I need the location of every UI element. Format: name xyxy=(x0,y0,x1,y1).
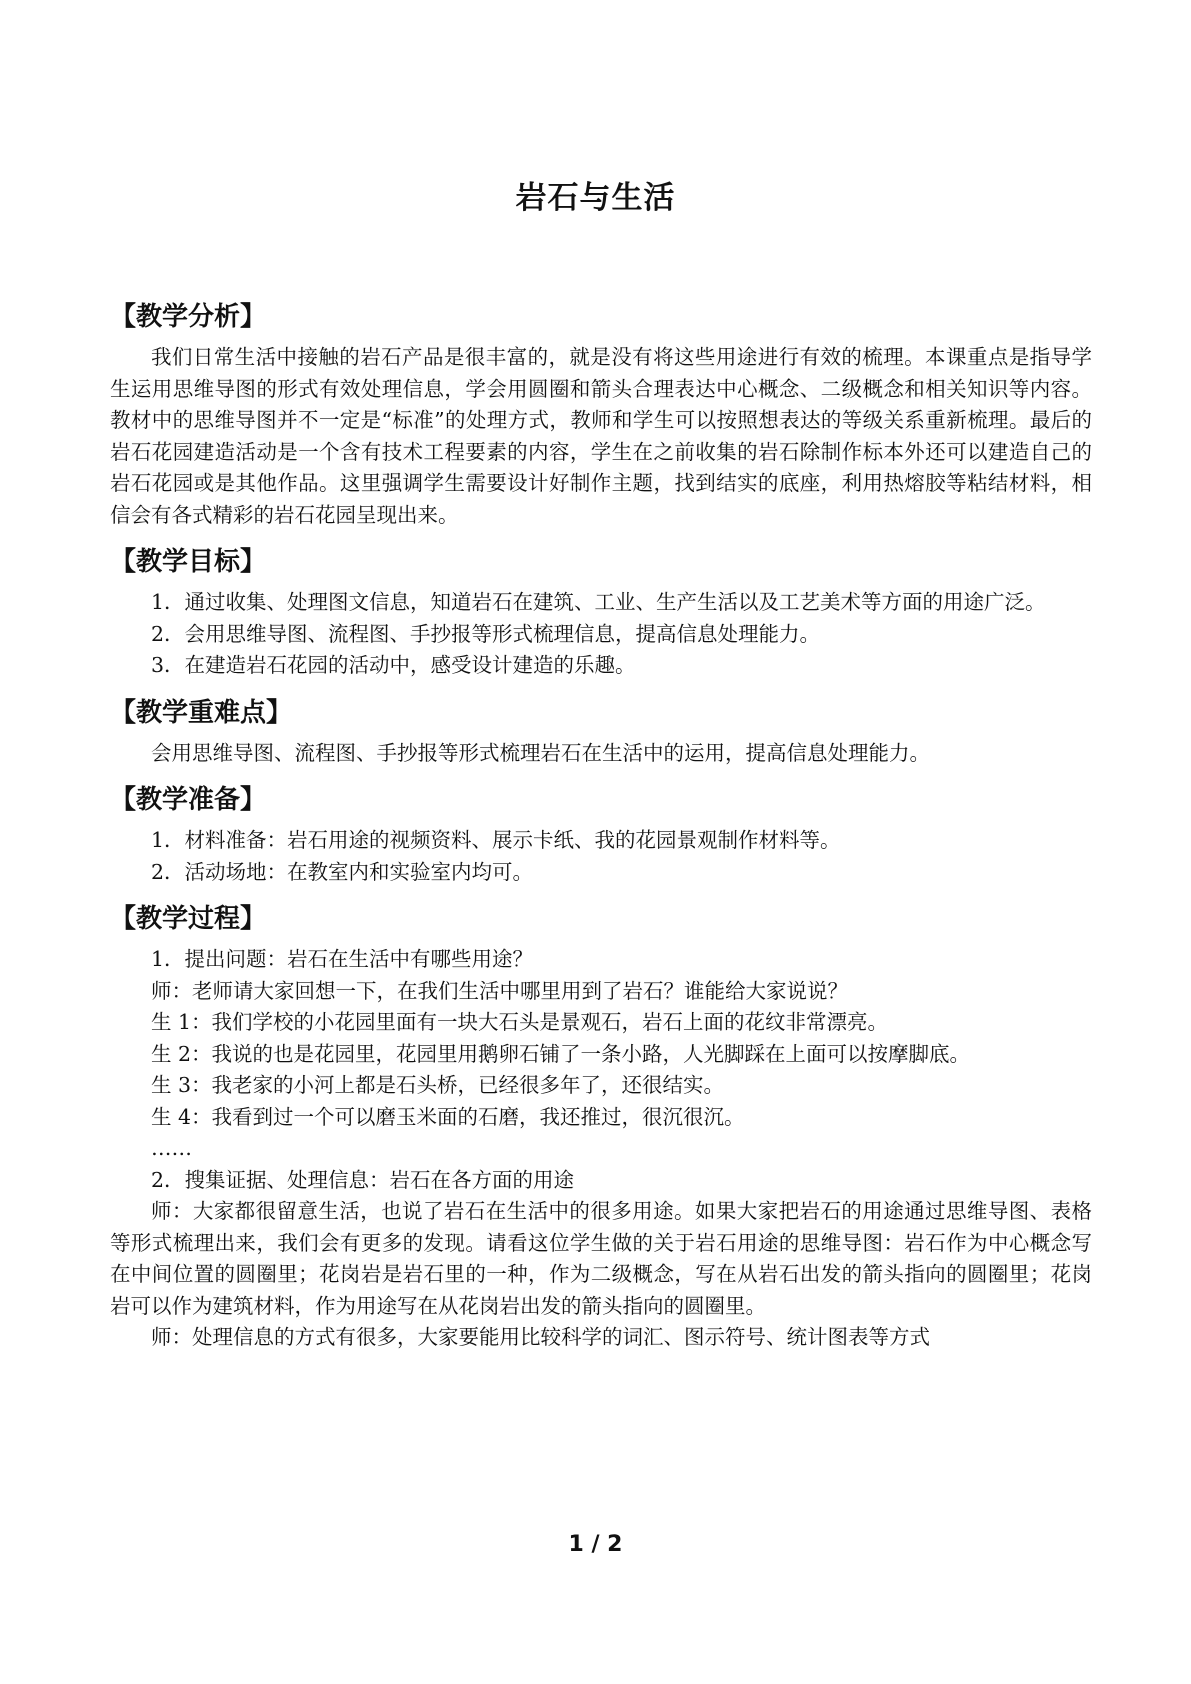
paragraph: 会用思维导图、流程图、手抄报等形式梳理岩石在生活中的运用，提高信息处理能力。 xyxy=(151,740,930,765)
page-title: 岩石与生活 xyxy=(515,180,676,216)
page-number: 1 / 2 xyxy=(568,1532,623,1557)
section-heading: 【教学准备】 xyxy=(110,785,267,815)
paragraph: 师：老师请大家回想一下，在我们生活中哪里用到了岩石？谁能给大家说说？ xyxy=(151,978,848,1003)
document-body xyxy=(110,298,1092,1366)
paragraph: 生 3：我老家的小河上都是石头桥，已经很多年了，还很结实。 xyxy=(151,1073,725,1097)
paragraph: 生 2：我说的也是花园里，花园里用鹅卵石铺了一条小路，人光脚踩在上面可以按摩脚底。 xyxy=(151,1041,971,1066)
paragraph: 2．会用思维导图、流程图、手抄报等形式梳理信息，提高信息处理能力。 xyxy=(151,621,821,646)
paragraph: 生 1：我们学校的小花园里面有一块大石头是景观石，岩石上面的花纹非常漂亮。 xyxy=(151,1010,889,1034)
section-heading: 【教学分析】 xyxy=(110,302,267,332)
paragraph: 2．活动场地：在教室内和实验室内均可。 xyxy=(151,859,534,884)
section-goals xyxy=(110,543,1092,682)
section-heading: 【教学过程】 xyxy=(110,904,267,934)
paragraph: 生 4：我看到过一个可以磨玉米面的石磨，我还推过，很沉很沉。 xyxy=(151,1104,745,1129)
paragraph: 1．提出问题：岩石在生活中有哪些用途？ xyxy=(151,947,534,971)
paragraph: 1．通过收集、处理图文信息，知道岩石在建筑、工业、生产生活以及工艺美术等方面的用途广泛。 xyxy=(151,590,1046,614)
section-analysis xyxy=(110,298,1092,531)
section-preparation xyxy=(110,781,1092,888)
paragraph: 3．在建造岩石花园的活动中，感受设计建造的乐趣。 xyxy=(151,653,636,677)
paragraph: 2．搜集证据、处理信息：岩石在各方面的用途 xyxy=(151,1167,575,1192)
ellipsis-line: …… xyxy=(151,1136,192,1160)
section-process xyxy=(110,900,1092,1354)
section-key-points xyxy=(110,694,1092,770)
paragraph: 1．材料准备：岩石用途的视频资料、展示卡纸、我的花园景观制作材料等。 xyxy=(151,828,841,852)
paragraph: 师：大家都很留意生活，也说了岩石在生活中的很多用途。如果大家把岩石的用途通过思维导图、表格等形式梳理出来，我们会有更多的发现。请看这位学生做的关于岩石用途的思维导图：岩石作为中心概念写在中间位置的圆圈里；花岗岩是岩石里的一种，作为二级概念，写在从岩石出发的箭头指向的圆圈里；花岗岩可以作为建筑材料，作为用途写在从花岗岩出发的箭头指向的圆圈里。 xyxy=(110,1199,1092,1318)
paragraph: 师：处理信息的方式有很多，大家要能用比较科学的词汇、图示符号、统计图表等方式 xyxy=(151,1325,930,1349)
section-heading: 【教学目标】 xyxy=(110,547,267,577)
paragraph: 我们日常生活中接触的岩石产品是很丰富的，就是没有将这些用途进行有效的梳理。本课重点是指导学生运用思维导图的形式有效处理信息，学会用圆圈和箭头合理表达中心概念、二级概念和相关知识等内容。教材中的思维导图并不一定是“标准”的处理方式，教师和学生可以按照想表达的等级关系重新梳理。最后的岩石花园建造活动是一个含有技术工程要素的内容，学生在之前收集的岩石除制作标本外还可以建造自己的岩石花园或是其他作品。这里强调学生需要设计好制作主题，找到结实的底座，利用热熔胶等粘结材料，相信会有各式精彩的岩石花园呈现出来。 xyxy=(110,345,1092,527)
section-heading: 【教学重难点】 xyxy=(110,697,293,728)
